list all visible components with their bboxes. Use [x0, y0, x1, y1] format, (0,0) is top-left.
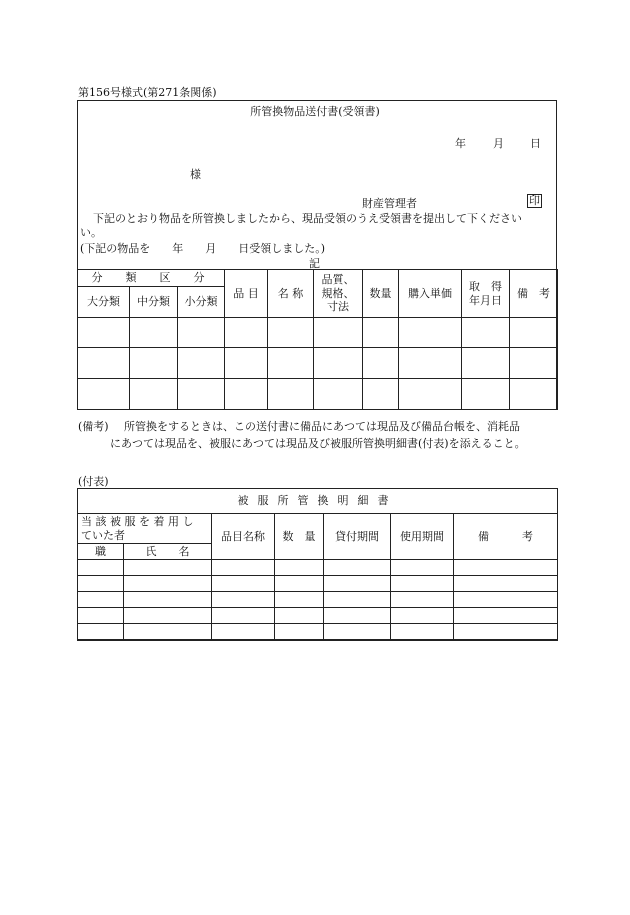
table-row [78, 608, 558, 624]
form-number: 第156号様式(第271条関係) [78, 86, 217, 99]
header-item: 品 目 [225, 270, 268, 318]
addressee-suffix: 様 [190, 168, 201, 181]
seal-icon: 印 [529, 194, 540, 207]
table-row [78, 560, 558, 576]
delivery-form-title: 所管換物品送付書(受領書) [250, 105, 380, 118]
header-full-name: 氏 名 [124, 544, 212, 560]
classification-header: 分 類 区 分 [78, 270, 225, 287]
header-quantity-2: 数 量 [275, 514, 324, 560]
property-manager-label: 財産管理者 [362, 197, 417, 210]
table-row [78, 348, 558, 379]
wearer-header: 当 該 被 服 を 着 用 し ていた者 [78, 514, 212, 544]
receipt-confirmation-line: (下記の物品を 年 月 日受領しました。) [80, 242, 326, 255]
note-label: (備考) [78, 420, 109, 433]
date-month: 月 [493, 137, 504, 150]
date-day: 日 [530, 137, 541, 150]
instruction-line-2: い。 [80, 226, 102, 239]
table-row [78, 318, 558, 348]
seal-mark [527, 194, 542, 208]
ki-heading: 記 [309, 257, 320, 270]
instruction-line-1: 下記のとおり物品を所管換しましたから、現品受領のうえ受領書を提出して下ください [93, 212, 522, 225]
date-year: 年 [455, 137, 466, 150]
header-loan-period: 貸付期間 [324, 514, 391, 560]
table-row [78, 576, 558, 592]
header-remarks: 備 考 [510, 270, 558, 318]
header-middle-category: 中分類 [130, 287, 178, 318]
note-line-1: 所管換をするときは、この送付書に備品にあつては現品及び備品台帳を、消耗品 [124, 420, 520, 433]
note-line-2: にあつては現品を、被服にあつては現品及び被服所管換明細書(付表)を添えること。 [110, 437, 526, 450]
clothing-table-title: 被服所管換明細書 [78, 489, 558, 514]
header-minor-category: 小分類 [178, 287, 225, 318]
table-row [78, 379, 558, 410]
header-position: 職 [78, 544, 124, 560]
header-unit-price: 購入単価 [399, 270, 462, 318]
header-quantity: 数量 [363, 270, 399, 318]
table-row [78, 624, 558, 640]
header-remarks-2: 備 考 [454, 514, 558, 560]
header-usage-period: 使用期間 [391, 514, 454, 560]
table-row [78, 592, 558, 608]
items-table [77, 269, 558, 410]
header-acquisition-date: 取 得 年月日 [462, 270, 510, 318]
attachment-label: (付表) [78, 475, 109, 488]
header-item-name: 品目名称 [212, 514, 275, 560]
header-name: 名 称 [268, 270, 314, 318]
clothing-transfer-table [77, 488, 558, 641]
header-quality: 品質、 規格、 寸法 [314, 270, 363, 318]
header-major-category: 大分類 [78, 287, 130, 318]
